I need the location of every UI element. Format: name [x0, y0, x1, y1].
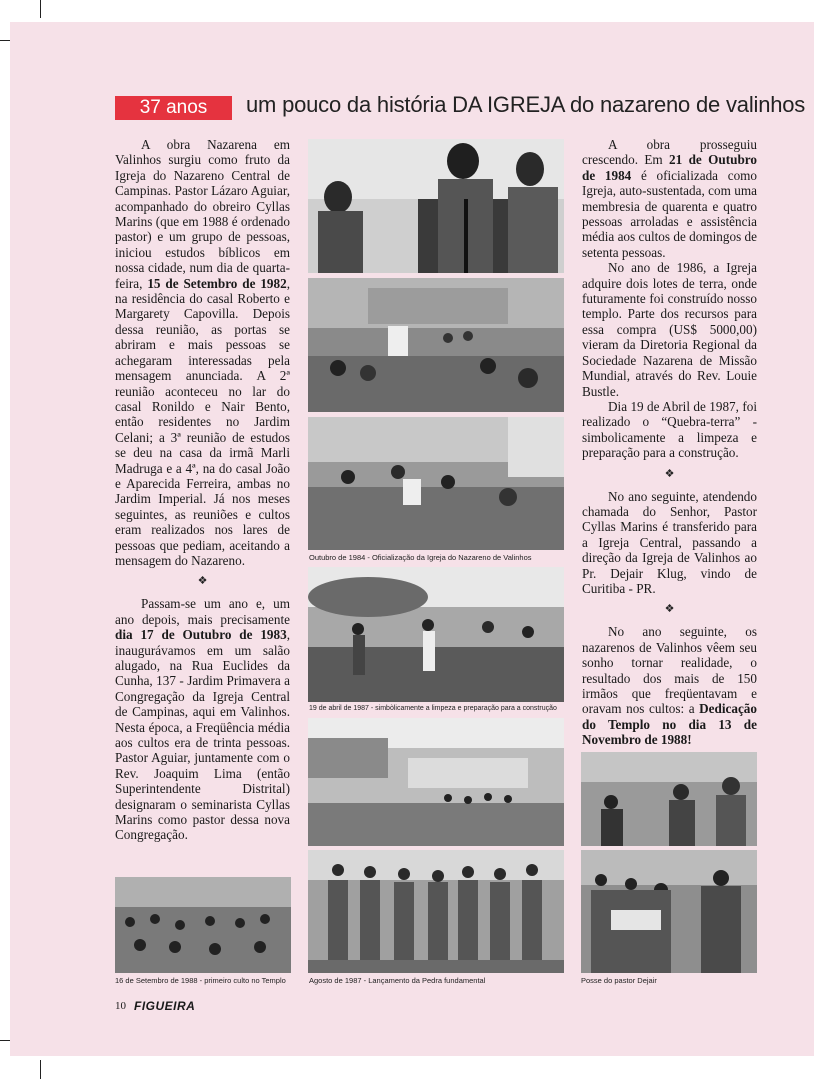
photo-caption: 16 de Setembro de 1988 - primeiro culto no Templo [115, 976, 286, 985]
photo-temple-dedication [581, 752, 757, 846]
photo-congregation-hall [308, 278, 564, 412]
paragraph: A obra prosseguiu crescendo. Em 21 de Outubro de 1984 é oficializada como Igreja, auto-sustentada, com uma membresia de quarenta e quatro pessoas arroladas e assistência média aos cultos de domingos de setenta pessoas. [582, 137, 758, 260]
divider-ornament: ❖ [664, 603, 675, 616]
divider-ornament: ❖ [197, 575, 208, 588]
page-title: um pouco da história DA IGREJA do nazareno de valinhos [246, 92, 806, 117]
photo-pastor-installation [581, 850, 757, 973]
photo-cornerstone-group [308, 850, 564, 973]
photo-construction-site [308, 718, 564, 846]
crop-mark [40, 1060, 41, 1079]
paragraph: Passam-se um ano e, um ano depois, mais precisamente dia 17 de Outubro de 1983, inaugurávamos em um salão alugado, na Rua Euclides da Cunha, 137 - Jardim Primavera a Congregação da Igreja Central de Campinas, aqui em Valinhos. Nesta época, a Freqüência média aos cultos era de trinta pessoas. Pastor Aguiar, juntamente com o Rev. Joaquim Lima (então Superintendente Distrital) designaram o seminarista Cyllas Marins como pastor dessa nova Congregação. [115, 596, 290, 843]
paragraph: No ano seguinte, atendendo chamada do Senhor, Pastor Cyllas Marins é transferido para a Igreja Central, passando a direção da Igreja de Valinhos ao Pr. Dejair Klug, vindo de Curitiba - PR. [582, 488, 757, 596]
photo-caption: Agosto de 1987 - Lançamento da Pedra fundamental [309, 976, 486, 985]
article-column-right [582, 137, 757, 748]
paragraph: No ano de 1986, a Igreja adquire dois lotes de terra, onde futuramente foi construído nosso templo. Parte dos recursos para essa compra (US$ 5000,00) vieram da Diretoria Regional da Sociedade Nazarena de Missão Mundial, através do Rev. Louie Bustle. [582, 260, 757, 399]
photo-pulpit-speakers [308, 139, 564, 273]
header-tag: 37 anos [115, 96, 232, 120]
photo-land-clearing [308, 567, 564, 702]
paragraph: Dia 19 de Abril de 1987, foi realizado o “Quebra-terra” - simbolicamente a limpeza e preparação para a construção. [582, 398, 757, 461]
photo-caption: Outubro de 1984 - Oficialização da Igreja do Nazareno de Valinhos [309, 553, 532, 562]
page-number: 10 [115, 1000, 126, 1012]
paragraph: A obra Nazarena em Valinhos surgiu como fruto da Igreja do Nazareno Central de Campinas. Pastor Lázaro Aguiar, acompanhado do obreiro Cyllas Marins (que em 1988 é ordenado pastor) e um grupo de pessoas, iniciou estudos bíblicos em nossa cidade, num dia de quarta-feira, 15 de Setembro de 1982, na residência do casal Roberto e Margarety Capovilla. Depois dessa reunião, as portas se abriram e mais pessoas se achegaram interessadas pela mensagem anunciada. A 2ª reunião aconteceu no lar do casal Ronildo e Nair Bento, então residentes no Jardim Celani; a 3ª reunião de estudos se deu na casa da irmã Marli Madruga e a 4ª, na do casal João e Aparecida Ferreira, ambas no Jardim Imperial. Já nos meses seguintes, as reuniões e cultos eram realizados nos lares de pessoas que pediam, aceitando a mensagem do Nazareno. [115, 137, 290, 568]
photo-caption: Posse do pastor Dejair [581, 976, 657, 985]
photo-caption: 19 de abril de 1987 - simbòlicamente a limpeza e preparação para a construção [309, 705, 557, 712]
photo-first-service [115, 877, 291, 973]
crop-mark [40, 0, 41, 18]
magazine-logo: FIGUEIRA [134, 999, 196, 1013]
article-column-left [115, 137, 290, 843]
divider-ornament: ❖ [664, 467, 675, 480]
paragraph: No ano seguinte, os nazarenos de Valinhos vêem seu sonho tornar realidade, o resultado dos mais de 150 irmãos que freqüentavam e oravam nos cultos: a Dedicação do Templo no dia 13 de Novembro de 1988! [582, 624, 757, 748]
photo-officialization-ceremony [308, 417, 564, 550]
